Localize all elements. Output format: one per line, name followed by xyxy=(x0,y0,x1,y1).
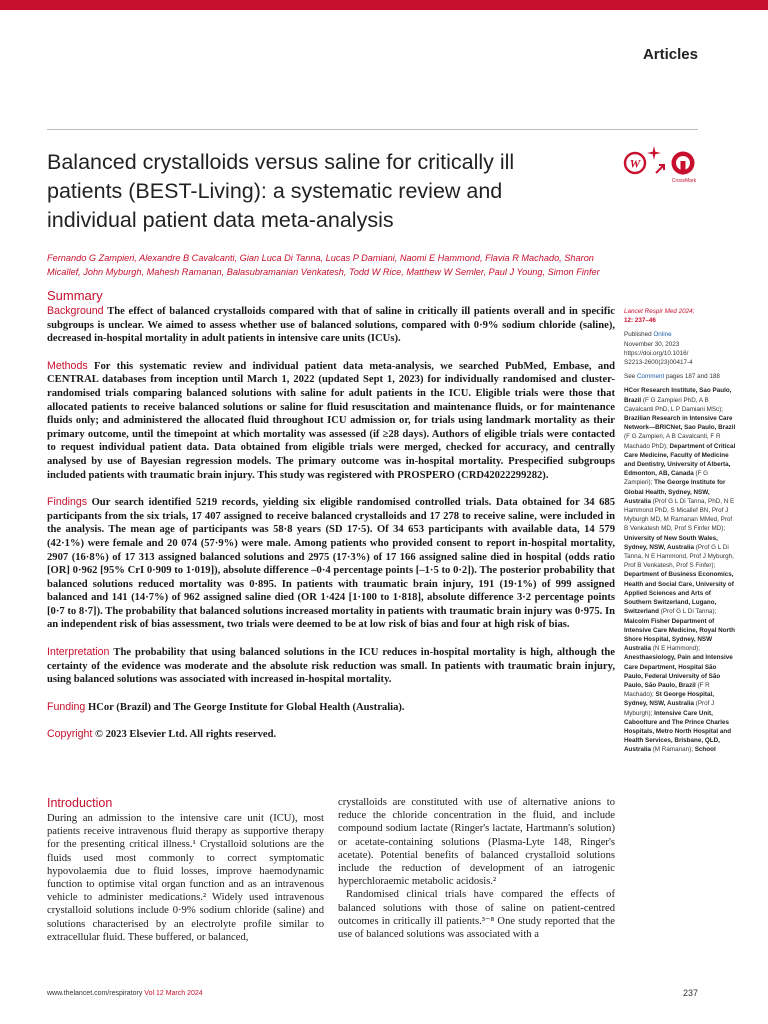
header-accent-bar xyxy=(0,0,768,10)
published-online-link[interactable]: Online xyxy=(653,331,672,339)
affiliation-authors: (F G Zampieri); xyxy=(624,470,709,487)
affiliation-item xyxy=(695,746,716,753)
summary-heading: Summary xyxy=(47,288,103,303)
affiliation-authors: (F G Zampieri PhD, A B Cavalcanti PhD, L P Damiani MSc); xyxy=(624,396,724,413)
see-suffix: pages 187 and 188 xyxy=(664,373,720,381)
funding-text: HCor (Brazil) and The George Institute for Global Health (Australia). xyxy=(87,701,405,713)
affiliation-authors: (Prof G L Di Tanna, N E Hammond, Prof J Myburgh, Prof B Venkatesh, Prof S Finfer); xyxy=(624,543,734,570)
affiliation-authors: (M Ramanan); xyxy=(650,746,693,754)
section-label: Articles xyxy=(642,46,698,63)
affiliation-name: School xyxy=(694,746,716,754)
summary-abstract xyxy=(47,305,615,756)
footer-volume: Vol 12 xyxy=(144,990,164,997)
affiliation-authors: (F G Zampieri, A B Cavalcanti, F R Machado PhD); xyxy=(624,433,721,450)
author-list: Fernando G Zampieri, Alexandre B Cavalcanti, Gian Luca Di Tanna, Lucas P Damiani, Naomi E Hammond, Flavia R Machado, Sharon Micallef, John Myburgh, Mahesh Ramanan, Balasubramanian Venkatesh, Todd W Rice, Matthew W Semler, Paul J Young, Simon Finfer xyxy=(47,253,600,277)
sidebar xyxy=(624,307,736,755)
publication-date: November 30, 2023 xyxy=(624,340,680,348)
footer-journal xyxy=(47,990,203,997)
copyright-label: Copyright xyxy=(47,728,93,741)
see-prefix: See xyxy=(624,373,637,381)
introduction-column-2 xyxy=(338,796,615,941)
updated-arrow-icon xyxy=(653,160,669,176)
publication-info xyxy=(624,330,736,367)
affiliation-name: HCor Research Institute, Sao Paulo, Brazil xyxy=(624,387,732,404)
see-comment xyxy=(624,372,736,381)
open-access-icon[interactable] xyxy=(622,150,648,176)
interpretation-paragraph xyxy=(47,646,615,687)
introduction-paragraph-1: During an admission to the intensive care unit (ICU), most patients receive intravenous fluid therapy as supportive therapy for the presenting critical illness.¹ Crystalloid solutions are the fluids used most commonly to correct symptomatic hypovolaemia due to fluid losses, improve haemodynamic function to optimise vital organ function and as an intravenous vehicle to administer medications.² Widely used intravenous crystalloid solutions include 0·9% sodium chloride (saline) and solutions characterised by an electrolyte profile similar to extracellular fluid. These buffered, or balanced, xyxy=(47,813,324,943)
background-text: The effect of balanced crystalloids compared with that of saline in critically ill patients overall and in specific subgroups is unclear. We aimed to assess whether use of balanced solutions, compared with 0·9% sodium chloride (saline), decreased in-hospital mortality in adult patients in intensive care units (ICUs). xyxy=(47,306,616,345)
affiliation-authors: (Prof G L Di Tanna, PhD, N E Hammond PhD, S Micallef BN, Prof J Myburgh MD, M Ramanan MMed, Prof B Venkatesh MD, Prof S Finfer MD); xyxy=(624,497,735,533)
citation-volume: 12: 237–46 xyxy=(624,317,656,325)
affiliation-name: Intensive Care Unit, Caboolture and The Prince Charles Hospitals, Metro North Hospital and Health Services, Brisbane, QLD, Australia xyxy=(624,709,732,754)
crossmark-label: CrossMark xyxy=(671,178,697,184)
background-paragraph xyxy=(47,305,615,346)
doi-line-1[interactable]: https://doi.org/10.1016/ xyxy=(624,349,689,357)
affiliation-authors: (Prof J Myburgh); xyxy=(624,700,715,717)
affiliation-authors: (Prof G L Di Tanna); xyxy=(659,608,717,616)
citation xyxy=(624,307,736,325)
article-title: Balanced crystalloids versus saline for critically ill patients (BEST-Living): a systematic review and individual patient data meta-analysis xyxy=(47,150,515,232)
affiliation-name: University of New South Wales, Sydney, NSW, Australia xyxy=(624,534,718,551)
funding-paragraph xyxy=(47,701,615,715)
published-prefix: Published xyxy=(624,331,654,339)
interpretation-text: The probability that using balanced solutions in the ICU reduces in-hospital mortality is high, although the certainty of the evidence was moderate and the absolute risk reduction was small. In patients with traumatic brain injury, using balanced solutions was associated with increased in-hospital mortality. xyxy=(47,647,615,686)
background-label: Background xyxy=(47,305,104,317)
introduction-heading: Introduction xyxy=(47,796,113,810)
affiliation-name: The George Institute for Global Health, Sydney, NSW, Australia xyxy=(624,479,726,505)
doi-line-2[interactable]: S2213-2600(23)00417-4 xyxy=(624,359,693,367)
comment-link[interactable]: Comment xyxy=(636,373,665,381)
affiliation-item xyxy=(624,618,735,653)
funding-label: Funding xyxy=(47,700,86,713)
page-number: 237 xyxy=(682,988,698,998)
findings-label: Findings xyxy=(47,496,88,509)
affiliation-name: Anesthaesiology, Pain and Intensive Care Department, Hospital São Paulo, Federal University of São Paulo, São Paulo, Brazil xyxy=(624,654,733,689)
findings-text: Our search identified 5219 records, yielding six eligible randomised controlled trials. Data obtained for 34 685 participants from the six trials, 17 407 assigned to receive balanced crystalloids and 17 278 to receive saline, were included in the analysis. The mean age of participants was 58·8 years (SD 17·5). Of 34 653 participants with available data, 14 579 (42·1%) were female and 20 074 (57·9%) were male. Among patients who provided consent to report in-hospital mortality, 2907 (16·8%) of 17 313 assigned balanced solutions and 2975 (17·3%) of 17 166 assigned saline died in hospital (odds ratio [OR] 0·962 [95% CrI 0·909 to 1·019]), absolute difference –0·4 percentage points [–1·5 to 0·2]). The posterior probability that balanced solutions reduced mortality was 0·895. In patients with traumatic brain injury, 191 (19·1%) of 999 assigned balanced and 141 (14·7%) of 962 assigned saline died (OR 1·424 [1·100 to 1·818], absolute difference 3·2 percentage points [0·7 to 8·7]). The probability that balanced solutions increased mortality in patients with traumatic brain injury was 0·975. In an independent risk of bias assessment, two trials were deemed to be at low risk of bias and four at high risk of bias. xyxy=(47,497,615,631)
findings-paragraph xyxy=(47,496,615,632)
affiliation-item xyxy=(624,387,731,412)
badge-group xyxy=(622,150,712,190)
methods-text: For this systematic review and individual patient data meta-analysis, we searched PubMed, Embase, and CENTRAL databases from inception until March 1, 2022 (updated Sept 1, 2023) for individually randomised and cluster-randomised trials comparing balanced solutions with saline for adult patients in the ICU. Eligible trials were those that allocated patients to receive balanced solutions or saline for fluid resuscitation and maintenance fluids, or for maintenance fluids only; and administered the allocated fluid throughout ICU admission or, for trials using landmark mortality as their primary outcome, until the timepoint at which mortality was assessed (if ≥28 days). Authors of eligible trials were contacted to request individual patient data. Data obtained from eligible trials were merged, checked for accuracy, and centrally analysed by use of Bayesian regression models. The primary outcome was in-hospital mortality. Prespecified subgroups included patients with traumatic brain injury. This study was registered with PROSPERO (CRD42022299282). xyxy=(47,360,615,481)
affiliation-item xyxy=(624,479,734,532)
header-divider xyxy=(47,129,698,130)
affiliation-name: Malcolm Fisher Department of Intensive Care Medicine, Royal North Shore Hospital, Sydney, NSW Australia xyxy=(624,617,735,653)
affiliation-item xyxy=(624,571,734,615)
svg-text:W: W xyxy=(629,156,641,171)
affiliation-name: Department of Critical Care Medicine, Faculty of Medicine and Dentistry, University of Alberta, Edmonton, AB, Canada xyxy=(624,442,736,478)
affiliation-name: Brazilian Research in Intensive Care Network—BRICNet, Sao Paulo, Brazil xyxy=(624,415,736,432)
methods-label: Methods xyxy=(47,359,88,372)
copyright-paragraph xyxy=(47,728,615,742)
affiliation-item xyxy=(624,535,734,570)
affiliation-name: St George Hospital, Sydney, NSW, Australia xyxy=(624,691,714,708)
footer-date: March 2024 xyxy=(165,990,203,997)
affiliation-authors: (N E Hammond); xyxy=(650,645,700,653)
citation-journal: Lancet Respir Med 2024; xyxy=(624,308,695,315)
methods-paragraph xyxy=(47,360,615,482)
affiliations xyxy=(624,386,736,754)
introduction-column-1 xyxy=(47,812,324,944)
footer-url[interactable]: www.thelancet.com/respiratory xyxy=(47,990,143,997)
affiliation-authors: (F R Machado); xyxy=(624,681,710,699)
crossmark-icon[interactable] xyxy=(670,150,696,176)
affiliation-name: Department of Business Economics, Health and Social Care, University of Applied Sciences and Arts of Southern Switzerland, Lugano, Switzerland xyxy=(624,571,734,616)
sparkle-icon xyxy=(647,146,661,160)
introduction-paragraph-2: crystalloids are constituted with use of alternative anions to reduce the chloride concentration in the fluid, and include compound sodium lactate (Ringer's lactate, Hartmann's solution) or acetate-containing solutions (Plasma-Lyte 148, Ringer's acetate). Potential benefits of balanced crystalloid solutions include the reduction of development of an iatrogenic hyperchloraemic metabolic acidosis.² xyxy=(338,797,615,888)
copyright-text: © 2023 Elsevier Ltd. All rights reserved. xyxy=(95,729,277,741)
introduction-paragraph-3: Randomised clinical trials have compared the effects of balanced solutions with those of saline on patient-centred outcomes in critically ill patients.³⁻⁸ One study reported that the use of balanced solutions was associated with a xyxy=(338,889,615,941)
interpretation-label: Interpretation xyxy=(47,646,110,659)
